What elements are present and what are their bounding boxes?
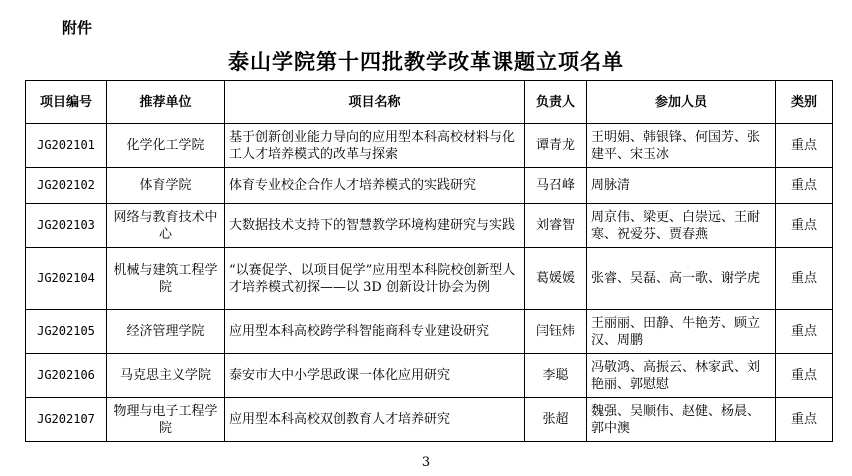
cell-leader: 葛媛媛: [525, 248, 587, 310]
cell-category: 重点: [776, 310, 833, 354]
cell-leader: 张超: [525, 398, 587, 442]
cell-category: 重点: [776, 354, 833, 398]
cell-unit: 网络与教育技术中心: [107, 204, 225, 248]
cell-code: JG202106: [26, 354, 107, 398]
header-code: 项目编号: [26, 81, 107, 124]
table-header-row: [26, 81, 833, 124]
cell-category: 重点: [776, 168, 833, 204]
table-row: [26, 168, 833, 204]
table-row: [26, 248, 833, 310]
cell-category: 重点: [776, 398, 833, 442]
cell-category: 重点: [776, 204, 833, 248]
cell-code: JG202102: [26, 168, 107, 204]
cell-name: 泰安市大中小学思政课一体化应用研究: [225, 354, 525, 398]
cell-leader: 李聪: [525, 354, 587, 398]
cell-name: 大数据技术支持下的智慧教学环境构建研究与实践: [225, 204, 525, 248]
page-number: 3: [421, 455, 431, 470]
cell-unit: 马克思主义学院: [107, 354, 225, 398]
page-title: 泰山学院第十四批教学改革课题立项名单: [228, 49, 624, 74]
project-table: [25, 80, 833, 442]
cell-leader: 闫钰炜: [525, 310, 587, 354]
cell-code: JG202101: [26, 124, 107, 168]
cell-category: 重点: [776, 248, 833, 310]
header-members: 参加人员: [587, 81, 776, 124]
cell-members: 周京伟、梁更、白崇远、王耐寒、祝爱芬、贾春燕: [587, 204, 776, 248]
cell-category: 重点: [776, 124, 833, 168]
cell-name: 应用型本科高校跨学科智能商科专业建设研究: [225, 310, 525, 354]
table-row: [26, 354, 833, 398]
cell-unit: 体育学院: [107, 168, 225, 204]
cell-members: 王明娟、韩银锋、何国芳、张建平、宋玉冰: [587, 124, 776, 168]
table-row: [26, 204, 833, 248]
cell-code: JG202104: [26, 248, 107, 310]
header-unit: 推荐单位: [107, 81, 225, 124]
cell-unit: 物理与电子工程学院: [107, 398, 225, 442]
cell-members: 张睿、吴磊、高一歌、谢学虎: [587, 248, 776, 310]
cell-name: 体育专业校企合作人才培养模式的实践研究: [225, 168, 525, 204]
cell-code: JG202103: [26, 204, 107, 248]
cell-members: 冯敬鸿、高振云、林家武、刘艳丽、郭慰慰: [587, 354, 776, 398]
table-row: [26, 310, 833, 354]
table-row: [26, 124, 833, 168]
cell-members: 王丽丽、田静、牛艳芳、顾立汉、周鹏: [587, 310, 776, 354]
cell-code: JG202105: [26, 310, 107, 354]
cell-members: 魏强、吴顺伟、赵健、杨晨、郭中澳: [587, 398, 776, 442]
cell-leader: 刘睿智: [525, 204, 587, 248]
cell-unit: 化学化工学院: [107, 124, 225, 168]
attachment-label: 附件: [62, 19, 93, 37]
header-leader: 负责人: [525, 81, 587, 124]
header-name: 项目名称: [225, 81, 525, 124]
table-row: [26, 398, 833, 442]
cell-members: 周脉清: [587, 168, 776, 204]
cell-name: 应用型本科高校双创教育人才培养研究: [225, 398, 525, 442]
cell-leader: 马召峰: [525, 168, 587, 204]
cell-unit: 经济管理学院: [107, 310, 225, 354]
header-category: 类别: [776, 81, 833, 124]
cell-name: “以赛促学、以项目促学”应用型本科院校创新型人才培养模式初探——以 3D 创新设计协会为例: [225, 248, 525, 310]
cell-name: 基于创新创业能力导向的应用型本科高校材料与化工人才培养模式的改革与探索: [225, 124, 525, 168]
cell-code: JG202107: [26, 398, 107, 442]
cell-leader: 谭青龙: [525, 124, 587, 168]
cell-unit: 机械与建筑工程学院: [107, 248, 225, 310]
